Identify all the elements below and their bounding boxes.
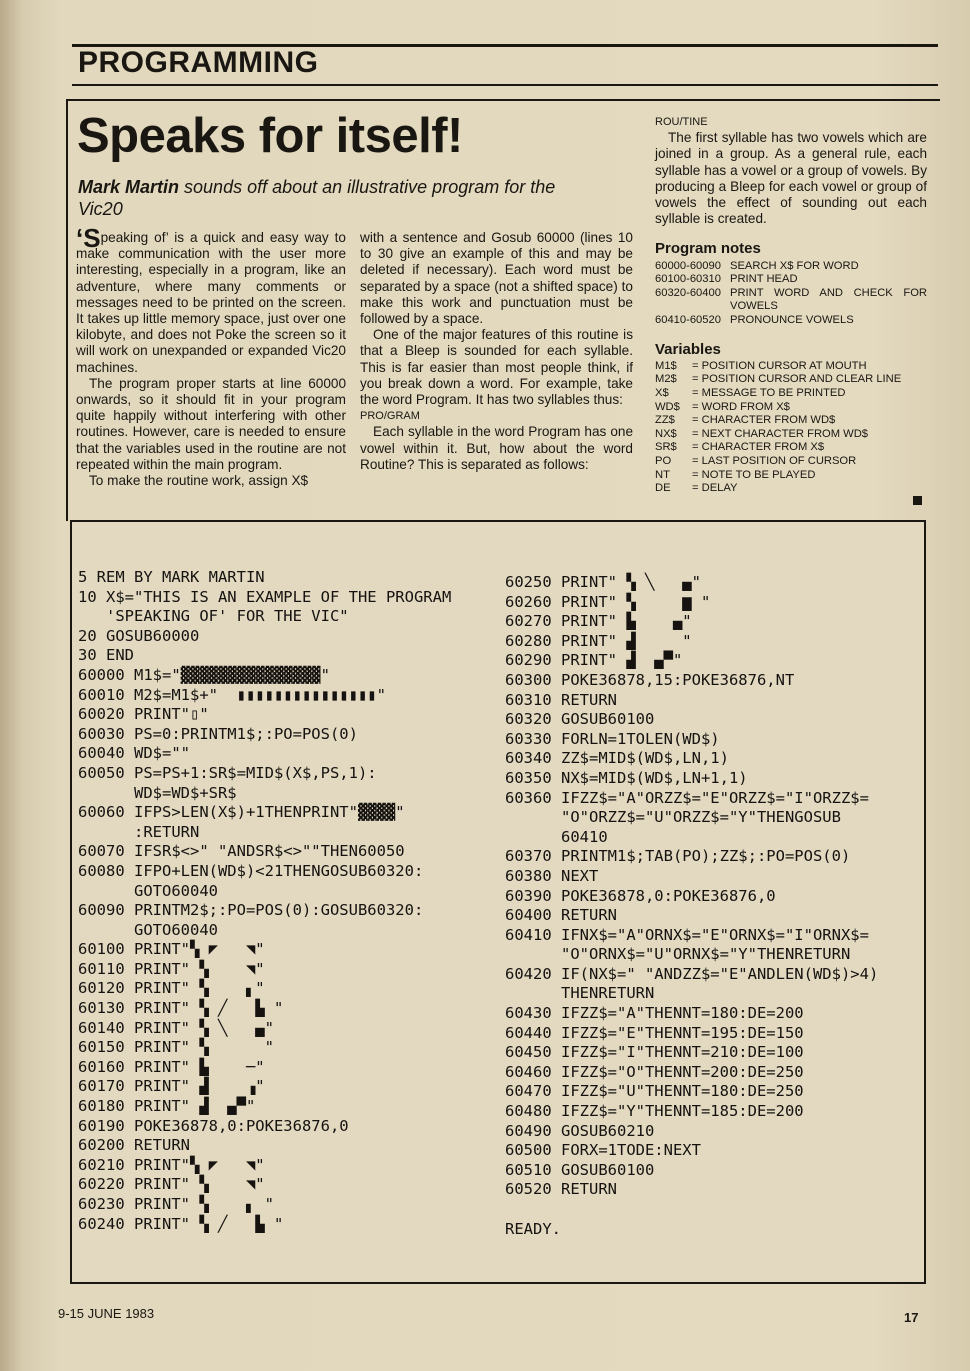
col2-paragraph-3: Each syllable in the word Program has one vowel within it. But, how about the word Routine? This is separated as follows: bbox=[360, 424, 633, 472]
variable-name: X$ bbox=[655, 386, 669, 399]
variable-row bbox=[655, 455, 927, 469]
article-headline: Speaks for itself! bbox=[77, 109, 463, 163]
variable-row bbox=[655, 387, 927, 401]
author-name: Mark Martin bbox=[78, 177, 180, 197]
variable-desc: = LAST POSITION OF CURSOR bbox=[692, 454, 857, 467]
variable-name: SR$ bbox=[655, 441, 677, 454]
variable-name: ZZ$ bbox=[655, 414, 675, 427]
variable-name: DE bbox=[655, 482, 671, 495]
variables-list bbox=[655, 360, 927, 496]
variable-desc: = WORD FROM X$ bbox=[692, 400, 790, 413]
note-desc: PRINT HEAD bbox=[730, 273, 798, 286]
variable-desc: = DELAY bbox=[692, 482, 738, 495]
col1-paragraph-2: The program proper starts at line 60000 onwards, so it should fit in your program quite happily without interfering with other routines. However, care is needed to ensure that the variables used in the routine are not repeated within the main program. bbox=[76, 375, 346, 472]
standfirst-text: sounds off about an illustrative program for the Vic20 bbox=[78, 177, 556, 219]
note-lines: 60000-60090 bbox=[655, 259, 721, 272]
drop-cap: ‘S bbox=[76, 223, 101, 253]
variable-name: PO bbox=[655, 454, 672, 467]
end-of-article-square bbox=[913, 496, 922, 505]
note-lines: 60100-60310 bbox=[655, 273, 721, 286]
note-lines: 60320-60400 bbox=[655, 286, 721, 299]
variable-desc: = NOTE TO BE PLAYED bbox=[692, 468, 816, 481]
body-column-3 bbox=[655, 114, 927, 496]
program-notes-list bbox=[655, 260, 927, 328]
program-listing-left: 5 REM BY MARK MARTIN 10 X$="THIS IS AN EXAMPLE OF THE PROGRAM 'SPEAKING OF' FOR THE VIC" 20 GOSUB60000 30 END 60000 M1$="▓▓▓▓▓▓▓▓▓▓▓▓▓▓▓" 60010 M2$=M1$+" ▮▮▮▮▮▮▮▮▮▮▮▮▮▮▮" 60020 PRINT"▯" 60030 PS=0:PRINTM1$;:PO=POS(0) 60040 WD$="" 60050 PS=PS+1:SR$=MID$(X$,PS,1): WD$=WD$+SR$ 60060 IFPS>LEN(X$)+1THENPRINT"▓▓▓▓" :RETURN 60070 IFSR$<>" "ANDSR$<>""THEN60050 60080 IFPO+LEN(WD$)<21THENGOSUB60320: GOTO60040 60090 PRINTM2$;:PO=POS(0):GOSUB60320: GOTO60040 60100 PRINT"▚ ◤ ◥" 60110 PRINT" ▚ ◥" 60120 PRINT" ▚ ▖" 60130 PRINT" ▚ ╱ ▙ " 60140 PRINT" ▚ ╲ ▄" 60150 PRINT" ▚ " 60160 PRINT" ▙ ─" 60170 PRINT" ▟ ▗" 60180 PRINT" ▟ ▄▀" 60190 POKE36878,0:POKE36876,0 60200 RETURN 60210 PRINT"▚ ◤ ◥" 60220 PRINT" ▚ ◥" 60230 PRINT" ▚ ▖ " 60240 PRINT" ▚ ╱ ▙ " bbox=[78, 568, 452, 1233]
body-column-2 bbox=[360, 230, 633, 473]
syllable-example-routine: ROU/TINE bbox=[655, 116, 708, 128]
variable-desc: = NEXT CHARACTER FROM WD$ bbox=[692, 427, 869, 440]
syllable-example-program: PRO/GRAM bbox=[360, 410, 420, 423]
variable-row bbox=[655, 441, 927, 455]
variable-desc: = CHARACTER FROM X$ bbox=[692, 441, 825, 454]
program-listing-right: 60250 PRINT" ▚ ╲ ▄" 60260 PRINT" ▚ ▆ " 60270 PRINT" ▙ ▄" 60280 PRINT" ▟ " 60290 PRINT" ▟ ▄▀" 60300 POKE36878,15:POKE36876,NT 60310 RETURN 60320 GOSUB60100 60330 FORLN=1TOLEN(WD$) 60340 ZZ$=MID$(WD$,LN,1) 60350 NX$=MID$(WD$,LN+1,1) 60360 IFZZ$="A"ORZZ$="E"ORZZ$="I"ORZZ$= "O"ORZZ$="U"ORZZ$="Y"THENGOSUB 60410 60370 PRINTM1$;TAB(PO);ZZ$;:PO=POS(0) 60380 NEXT 60390 POKE36878,0:POKE36876,0 60400 RETURN 60410 IFNX$="A"ORNX$="E"ORNX$="I"ORNX$= "O"ORNX$="U"ORNX$="Y"THENRETURN 60420 IF(NX$=" "ANDZZ$="E"ANDLEN(WD$)>4) THENRETURN 60430 IFZZ$="A"THENNT=180:DE=200 60440 IFZZ$="E"THENNT=195:DE=150 60450 IFZZ$="I"THENNT=210:DE=100 60460 IFZZ$="O"THENNT=200:DE=250 60470 IFZZ$="U"THENNT=180:DE=250 60480 IFZZ$="Y"THENNT=185:DE=200 60490 GOSUB60210 60500 FORX=1TODE:NEXT 60510 GOSUB60100 60520 RETURN READY. bbox=[505, 573, 879, 1238]
variable-name: WD$ bbox=[655, 400, 680, 413]
article-standfirst bbox=[78, 176, 558, 220]
variable-row bbox=[655, 373, 927, 387]
issue-date: 9-15 JUNE 1983 bbox=[58, 1306, 155, 1321]
section-rule-bottom bbox=[72, 84, 938, 86]
program-notes-heading: Program notes bbox=[655, 240, 761, 258]
note-desc: PRINT WORD AND CHECK FOR VOWELS bbox=[730, 286, 927, 313]
variable-desc: = MESSAGE TO BE PRINTED bbox=[692, 386, 846, 399]
col2-paragraph-1: with a sentence and Gosub 60000 (lines 10 to 30 give an example of this and may be deleted if necessary). Each word must be separated by a space (not a shifted space) to make this work and punctuation must be followed by a space. bbox=[360, 230, 633, 327]
variable-desc: = POSITION CURSOR AND CLEAR LINE bbox=[692, 373, 902, 386]
section-title: PROGRAMMING bbox=[78, 46, 319, 79]
variable-desc: = CHARACTER FROM WD$ bbox=[692, 414, 836, 427]
note-row bbox=[655, 314, 927, 328]
variable-name: NT bbox=[655, 468, 670, 481]
variable-desc: = POSITION CURSOR AT MOUTH bbox=[692, 359, 867, 372]
variables-heading: Variables bbox=[655, 340, 721, 358]
variable-row bbox=[655, 428, 927, 442]
note-desc: PRONOUNCE VOWELS bbox=[730, 314, 854, 326]
note-desc: SEARCH X$ FOR WORD bbox=[730, 259, 859, 272]
variable-name: M1$ bbox=[655, 359, 677, 372]
variable-name: M2$ bbox=[655, 373, 677, 386]
note-row bbox=[655, 260, 927, 274]
variable-row bbox=[655, 414, 927, 428]
note-row bbox=[655, 273, 927, 287]
page-number: 17 bbox=[904, 1310, 919, 1325]
note-lines: 60410-60520 bbox=[655, 314, 721, 326]
variable-row bbox=[655, 482, 927, 496]
note-row bbox=[655, 287, 927, 314]
variable-row bbox=[655, 469, 927, 483]
variable-name: NX$ bbox=[655, 427, 677, 440]
col3-paragraph-1: The first syllable has two vowels which are joined in a group. As a general rule, each syllable has a vowel or a group of vowels. By producing a Bleep for each vowel or group of vowels the effect of sounding out each syllable is created. bbox=[655, 130, 927, 227]
col1-paragraph-3: To make the routine work, assign X$ bbox=[89, 473, 309, 489]
col1-paragraph-1: peaking of’ is a quick and easy way to make communication with the user more interesting, especially in a program, like an adventure, where many comments or messages need to be printed on the screen. It takes up little memory space, just over one kilobyte, and does not Poke the screen so it will work on unexpanded or expanded Vic20 machines. bbox=[76, 230, 346, 375]
variable-row bbox=[655, 401, 927, 415]
col2-paragraph-2: One of the major features of this routine is that a Bleep is sounded for each syllable. This is far easier than most people think, if you break down a word. For example, take the word Program. It has two syllables thus: bbox=[360, 327, 633, 408]
body-column-1 bbox=[76, 223, 346, 489]
variable-row bbox=[655, 360, 927, 374]
